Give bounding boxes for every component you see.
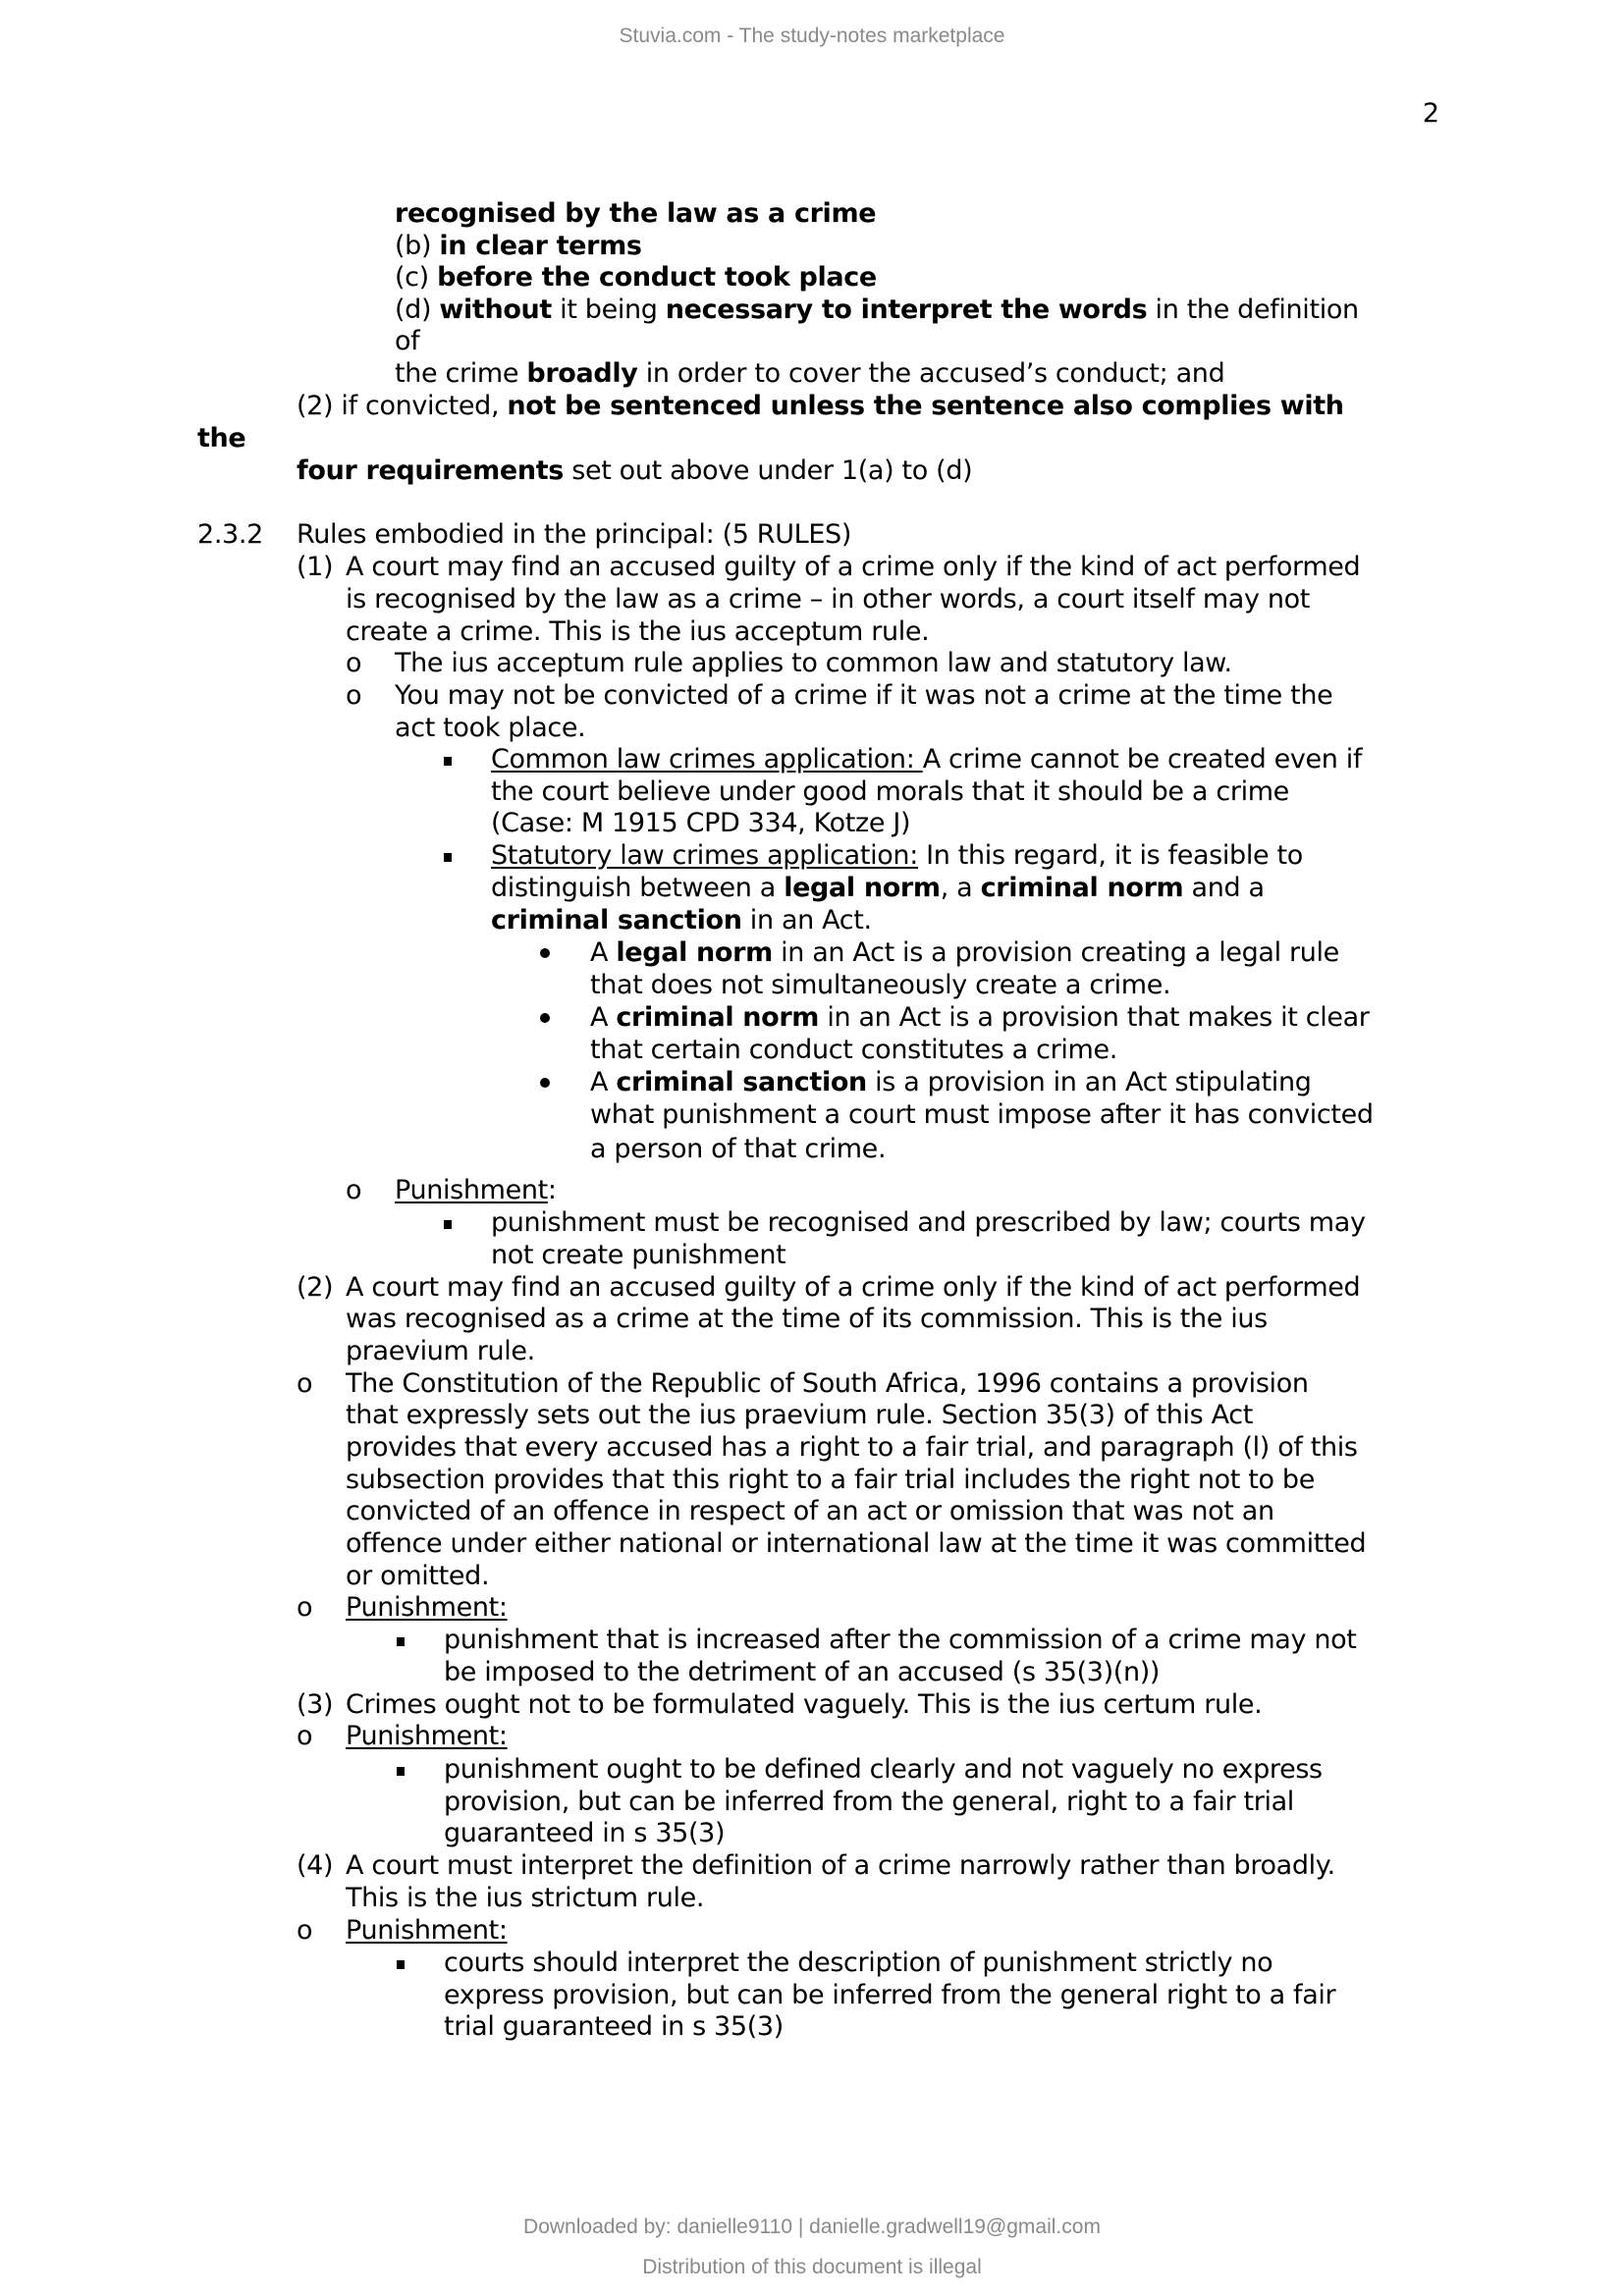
common-law-line: the court believe under good morals that it should be a crime: [491, 776, 1289, 807]
intro-line-d-cont: the crime broadly in order to cover the accused’s conduct; and: [395, 358, 1225, 389]
hollow-bullet-icon: o: [297, 1592, 313, 1623]
square-bullet-icon: [397, 1960, 405, 1969]
punishment-heading: Punishment:: [346, 1721, 508, 1751]
constitution-line: that expressly sets out the ius praevium rule. Section 35(3) of this Act: [346, 1400, 1253, 1430]
constitution-line: offence under either national or international law at the time it was committed: [346, 1528, 1367, 1559]
intro-line-b: (b) in clear terms: [395, 231, 642, 261]
round-bullet-icon: [540, 1013, 550, 1023]
punishment-text: not create punishment: [491, 1240, 786, 1270]
square-bullet-icon: [444, 1220, 452, 1229]
rule4-line: A court must interpret the definition of a crime narrowly rather than broadly.: [346, 1850, 1335, 1881]
punishment-text: express provision, but can be inferred from the general right to a fair: [444, 1980, 1336, 2010]
rule1-sub1: The ius acceptum rule applies to common law and statutory law.: [395, 648, 1232, 678]
hollow-bullet-icon: o: [346, 1175, 362, 1205]
rule1-line: is recognised by the law as a crime – in other words, a court itself may not: [346, 584, 1310, 614]
intro-line-a: recognised by the law as a crime: [395, 198, 877, 229]
punishment-heading: Punishment:: [395, 1175, 557, 1205]
intro-line-2: (2) if convicted, not be sentenced unless the sentence also complies with: [297, 391, 1344, 421]
rule3-line: Crimes ought not to be formulated vaguely. This is the ius certum rule.: [346, 1689, 1263, 1720]
round-bullet-icon: [540, 948, 550, 958]
hollow-bullet-icon: o: [346, 680, 362, 711]
constitution-line: The Constitution of the Republic of South Africa, 1996 contains a provision: [346, 1368, 1309, 1399]
distribution-notice: Distribution of this document is illegal: [642, 2256, 982, 2278]
constitution-line: or omitted.: [346, 1561, 490, 1591]
definition-criminal-norm-cont: that certain conduct constitutes a crime.: [590, 1035, 1117, 1065]
hollow-bullet-icon: o: [297, 1721, 313, 1751]
rule1-sub2: act took place.: [395, 713, 586, 743]
rule1-line: create a crime. This is the ius acceptum rule.: [346, 616, 930, 647]
punishment-text: courts should interpret the description of punishment strictly no: [444, 1948, 1273, 1978]
punishment-text: trial guaranteed in s 35(3): [444, 2011, 784, 2042]
statutory-law-line: criminal sanction in an Act.: [491, 905, 872, 935]
definition-criminal-sanction-cont: what punishment a court must impose after it has convicted: [590, 1099, 1374, 1130]
rule2-line: A court may find an accused guilty of a crime only if the kind of act performed: [346, 1272, 1361, 1303]
case-citation: (Case: M 1915 CPD 334, Kotze J): [491, 808, 911, 838]
rule1-line: A court may find an accused guilty of a crime only if the kind of act performed: [346, 552, 1361, 582]
punishment-text: punishment must be recognised and prescribed by law; courts may: [491, 1207, 1366, 1238]
section-number: 2.3.2: [197, 519, 263, 550]
punishment-text: guaranteed in s 35(3): [444, 1818, 726, 1848]
rule2-line: was recognised as a crime at the time of its commission. This is the ius: [346, 1304, 1268, 1334]
square-bullet-icon: [444, 853, 452, 862]
constitution-line: convicted of an offence in respect of an act or omission that was not an: [346, 1496, 1274, 1526]
rule1-label: (1): [297, 552, 334, 582]
square-bullet-icon: [444, 757, 452, 766]
hollow-bullet-icon: o: [297, 1915, 313, 1946]
punishment-text: punishment ought to be defined clearly and not vaguely no express: [444, 1754, 1323, 1785]
statutory-law-line: distinguish between a legal norm, a criminal norm and a: [491, 873, 1265, 903]
square-bullet-icon: [397, 1767, 405, 1776]
definition-criminal-sanction: A criminal sanction is a provision in an Act stipulating: [590, 1067, 1312, 1097]
constitution-line: provides that every accused has a right to a fair trial, and paragraph (l) of this: [346, 1432, 1358, 1463]
rule2-label: (2): [297, 1272, 334, 1303]
hollow-bullet-icon: o: [297, 1368, 313, 1399]
definition-criminal-norm: A criminal norm in an Act is a provision that makes it clear: [590, 1002, 1370, 1033]
hollow-bullet-icon: o: [346, 648, 362, 678]
download-info: Downloaded by: danielle9110 | danielle.gradwell19@gmail.com: [523, 2216, 1101, 2238]
rule4-label: (4): [297, 1850, 334, 1881]
definition-legal-norm-cont: that does not simultaneously create a crime.: [590, 970, 1171, 1000]
definition-legal-norm: A legal norm in an Act is a provision creating a legal rule: [590, 937, 1339, 968]
punishment-text: be imposed to the detriment of an accused (s 35(3)(n)): [444, 1657, 1161, 1687]
common-law-line: Common law crimes application: A crime cannot be created even if: [491, 744, 1363, 774]
intro-line-d-of: of: [395, 326, 420, 356]
punishment-text: punishment that is increased after the commission of a crime may not: [444, 1625, 1357, 1655]
punishment-heading: Punishment:: [346, 1915, 508, 1946]
square-bullet-icon: [397, 1637, 405, 1646]
intro-line-c: (c) before the conduct took place: [395, 262, 877, 293]
intro-line-2-the: the: [197, 423, 246, 454]
statutory-law-line: Statutory law crimes application: In this regard, it is feasible to: [491, 840, 1303, 871]
section-title: Rules embodied in the principal: (5 RULES): [297, 519, 852, 550]
rule4-line: This is the ius strictum rule.: [346, 1883, 705, 1913]
rule2-line: praevium rule.: [346, 1336, 535, 1366]
round-bullet-icon: [540, 1078, 550, 1088]
rule1-sub2: You may not be convicted of a crime if it was not a crime at the time the: [395, 680, 1333, 711]
intro-line-2-cont: four requirements set out above under 1(a) to (d): [297, 455, 973, 486]
rule3-label: (3): [297, 1689, 334, 1720]
stuvia-watermark: Stuvia.com - The study-notes marketplace: [619, 25, 1005, 47]
intro-line-d: (d) without it being necessary to interpret the words in the definition: [395, 294, 1359, 325]
punishment-heading: Punishment:: [346, 1592, 508, 1623]
page-number: 2: [1422, 98, 1439, 129]
constitution-line: subsection provides that this right to a fair trial includes the right not to be: [346, 1465, 1315, 1495]
punishment-text: provision, but can be inferred from the general, right to a fair trial: [444, 1787, 1294, 1817]
definition-criminal-sanction-cont: a person of that crime.: [590, 1134, 887, 1164]
